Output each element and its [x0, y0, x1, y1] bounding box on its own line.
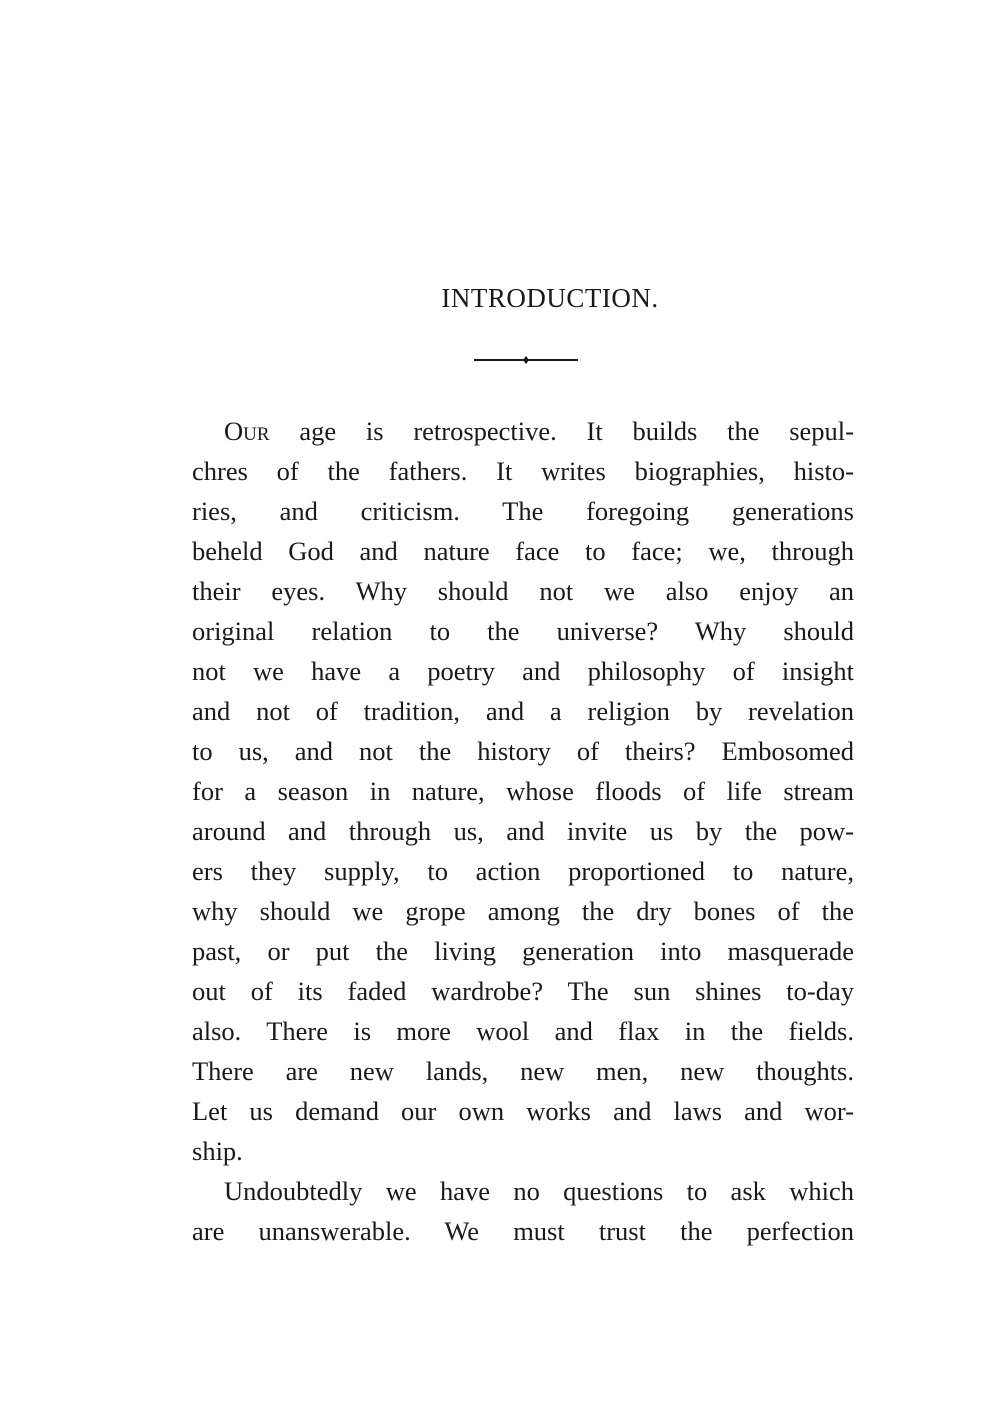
text-line: for a season in nature, whose floods of life stream — [192, 776, 854, 806]
text-line: why should we grope among the dry bones of the — [192, 896, 854, 926]
text-line: ers they supply, to action proportioned to nature, — [192, 856, 854, 886]
text-line: are unanswerable. We must trust the perfection — [192, 1216, 854, 1246]
body-text — [192, 411, 854, 1251]
text-line: Undoubtedly we have no questions to ask which — [224, 1176, 854, 1206]
text-line: also. There is more wool and flax in the fields. — [192, 1016, 854, 1046]
text-line: ries, and criticism. The foregoing generations — [192, 496, 854, 526]
text-line: their eyes. Why should not we also enjoy an — [192, 576, 854, 606]
text-line: around and through us, and invite us by the pow- — [192, 816, 854, 846]
chapter-heading: INTRODUCTION. — [441, 283, 659, 313]
text-line — [192, 411, 854, 451]
text-line: Let us demand our own works and laws and wor- — [192, 1096, 854, 1126]
text-line: and not of tradition, and a religion by revelation — [192, 696, 854, 726]
ornament-divider-icon — [474, 354, 578, 366]
text-line: past, or put the living generation into masquerade — [192, 936, 854, 966]
text-line-rest: age is retrospective. It builds the sepul- — [269, 416, 854, 446]
text-line: ship. — [192, 1136, 243, 1166]
text-line: original relation to the universe? Why should — [192, 616, 854, 646]
text-line: to us, and not the history of theirs? Embosomed — [192, 736, 854, 766]
text-line: There are new lands, new men, new thoughts. — [192, 1056, 854, 1086]
text-line: out of its faded wardrobe? The sun shines to-day — [192, 976, 854, 1006]
text-line: beheld God and nature face to face; we, through — [192, 536, 854, 566]
lead-word: Our — [224, 416, 270, 446]
text-line: chres of the fathers. It writes biographies, histo- — [192, 456, 854, 486]
text-line: not we have a poetry and philosophy of insight — [192, 656, 854, 686]
